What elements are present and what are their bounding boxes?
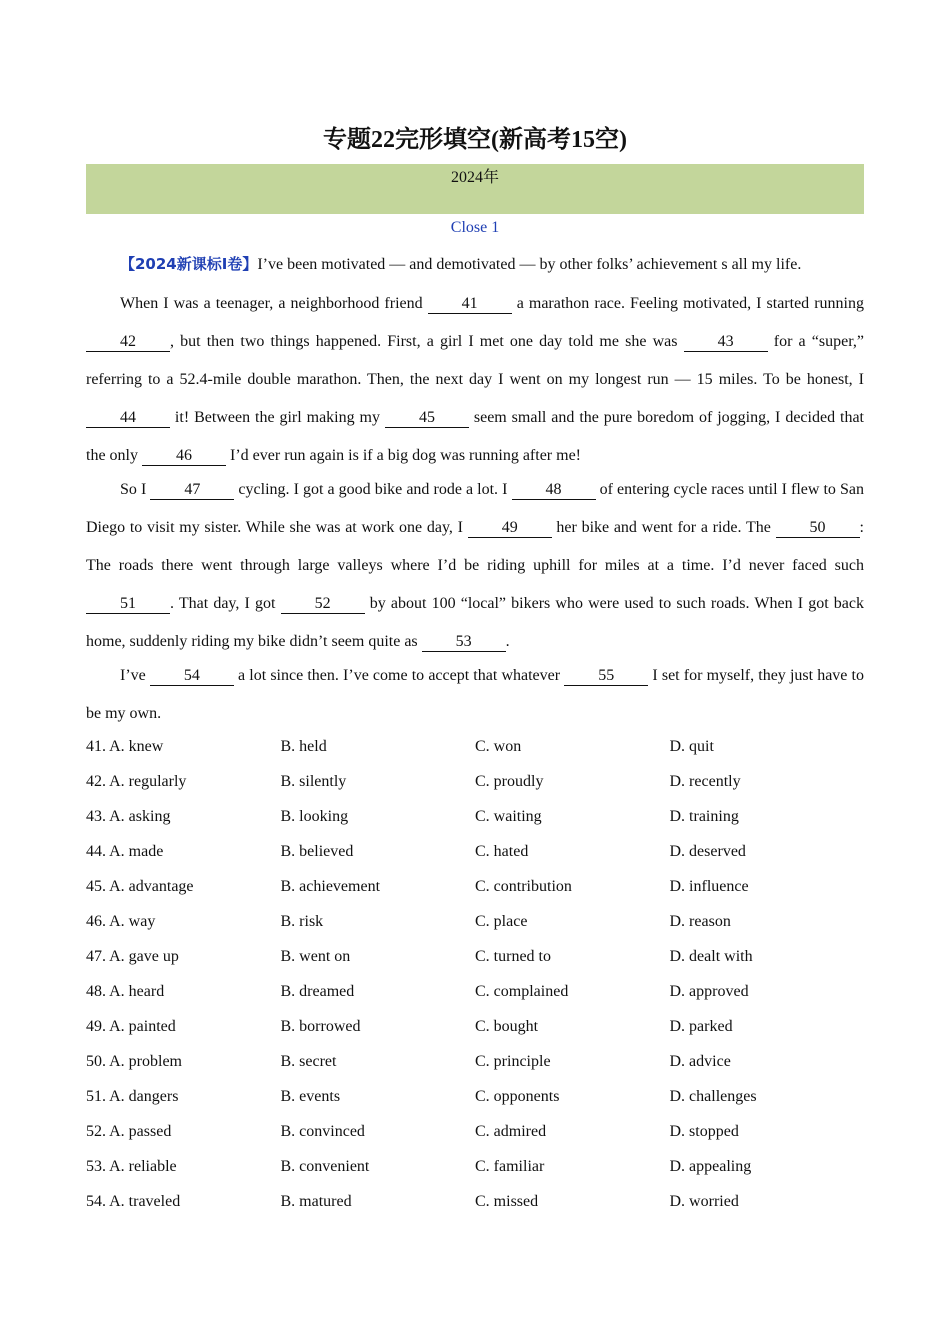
option-c: C. principle [475,1053,551,1070]
close-title: Close 1 [450,219,500,236]
paragraph-3: So I 47 cycling. I got a good bike and rode a lot. I 48 of entering cycle races until I flew to San Diego to visit my sister. While she was at work one day, I 49 her bike and went for a ride. The 50 : The roads there went through large valleys where I’d be riding uphill for miles at a time. I’d never faced such 51 . That day, I got 52 by about 100 “local” bikers who were used to such roads. When I got back home, suddenly riding my bike didn’t seem quite as 53 . [86,481,864,650]
passage [86,250,864,733]
option-d: D. quit [669,738,714,755]
option-row [86,839,864,874]
option-row [86,874,864,909]
option-a: 50. A. problem [86,1053,182,1070]
option-b: B. events [280,1088,341,1105]
option-a: 52. A. passed [86,1123,172,1140]
blank-47: 47 [150,481,234,500]
option-a: 48. A. heard [86,983,165,1000]
option-row [86,1049,864,1084]
option-b: B. borrowed [280,1018,361,1035]
source-tag: 【2024新课标Ⅰ卷】 [120,255,258,273]
option-row [86,1119,864,1154]
option-c: C. familiar [475,1158,545,1175]
page-title: 专题22完形填空(新高考15空) [323,127,627,153]
option-b: B. held [280,738,327,755]
paragraph-2: When I was a teenager, a neighborhood friend 41 a marathon race. Feeling motivated, I started running 42 , but then two things happened. First, a girl I met one day told me she was 43 for a “super,” referring to a 52.4-mile double marathon. Then, the next day I went on my longest run — 15 miles. To be honest, I 44 it! Between the girl making my 45 seem small and the pure boredom of jogging, I decided that the only 46 I’d ever run again is if a big dog was running after me! [86,295,865,464]
option-a: 53. A. reliable [86,1158,177,1175]
option-row [86,909,864,944]
option-d: D. appealing [669,1158,752,1175]
option-b: B. dreamed [280,983,355,1000]
option-b: B. convenient [280,1158,370,1175]
option-row [86,944,864,979]
option-row [86,1014,864,1049]
option-row [86,734,864,769]
option-c: C. admired [475,1123,547,1140]
option-c: C. opponents [475,1088,560,1105]
option-c: C. missed [475,1193,539,1210]
option-row [86,769,864,804]
option-d: D. advice [669,1053,731,1070]
option-a: 47. A. gave up [86,948,179,965]
blank-54: 54 [150,667,234,686]
option-c: C. bought [475,1018,539,1035]
option-a: 45. A. advantage [86,878,194,895]
option-a: 41. A. knew [86,738,164,755]
option-b: B. looking [280,808,349,825]
option-d: D. approved [669,983,749,1000]
option-b: B. convinced [280,1123,365,1140]
option-c: C. hated [475,843,529,860]
option-c: C. contribution [475,878,572,895]
option-d: D. worried [669,1193,739,1210]
option-d: D. influence [669,878,749,895]
option-c: C. complained [475,983,569,1000]
option-d: D. deserved [669,843,746,860]
option-d: D. recently [669,773,741,790]
option-b: B. achievement [280,878,381,895]
option-b: B. believed [280,843,354,860]
option-c: C. won [475,738,522,755]
option-c: C. turned to [475,948,551,965]
intro-text: I’ve been motivated — and demotivated — by other folks’ achievement s all my life. [257,256,802,273]
blank-49: 49 [468,519,552,538]
option-b: B. risk [280,913,324,930]
blank-53: 53 [422,633,506,652]
option-b: B. matured [280,1193,352,1210]
option-c: C. place [475,913,528,930]
option-row [86,804,864,839]
option-d: D. reason [669,913,731,930]
option-b: B. secret [280,1053,337,1070]
option-a: 51. A. dangers [86,1088,179,1105]
blank-42: 42 [86,333,170,352]
year-band: 2024年 [86,164,864,214]
option-d: D. parked [669,1018,733,1035]
option-row [86,1084,864,1119]
option-b: B. silently [280,773,347,790]
blank-44: 44 [86,409,170,428]
option-a: 46. A. way [86,913,156,930]
option-d: D. dealt with [669,948,753,965]
option-a: 54. A. traveled [86,1193,181,1210]
blank-52: 52 [281,595,365,614]
option-c: C. proudly [475,773,544,790]
blank-41: 41 [428,295,512,314]
blank-45: 45 [385,409,469,428]
option-d: D. stopped [669,1123,739,1140]
option-d: D. challenges [669,1088,757,1105]
options-list [86,734,864,1224]
option-row [86,1154,864,1189]
option-a: 42. A. regularly [86,773,187,790]
blank-48: 48 [512,481,596,500]
option-a: 44. A. made [86,843,164,860]
option-c: C. waiting [475,808,542,825]
blank-46: 46 [142,447,226,466]
option-row [86,1189,864,1224]
passage-intro [86,250,864,279]
option-a: 49. A. painted [86,1018,176,1035]
option-b: B. went on [280,948,351,965]
paragraph-4: I’ve 54 a lot since then. I’ve come to accept that whatever 55 I set for myself, they just have to be my own. [86,667,864,722]
option-a: 43. A. asking [86,808,171,825]
blank-51: 51 [86,595,170,614]
blank-50: 50 [776,519,860,538]
option-row [86,979,864,1014]
blank-43: 43 [684,333,768,352]
option-d: D. training [669,808,739,825]
blank-55: 55 [564,667,648,686]
